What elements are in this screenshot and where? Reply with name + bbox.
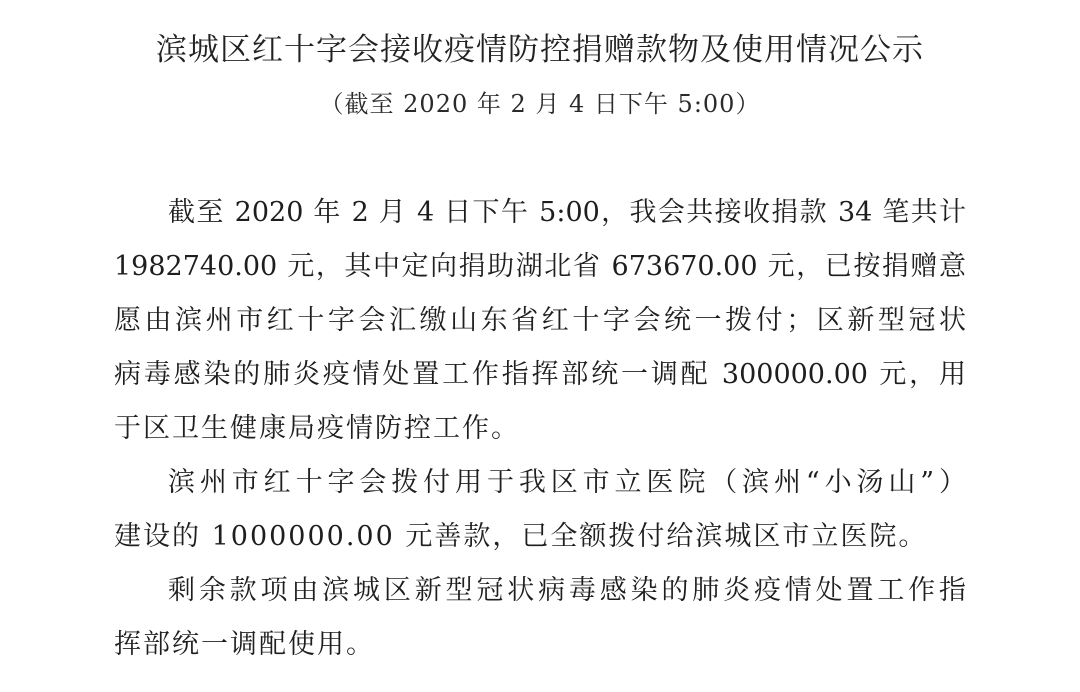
paragraph-1-line-5: 于区卫生健康局疫情防控工作。 [114, 413, 520, 444]
document-body [114, 186, 966, 672]
paragraph-3-line-1: 剩余款项由滨城区新型冠状病毒感染的肺炎疫情处置工作指 [168, 575, 966, 606]
paragraph-1-line-2: 1982740.00 元，其中定向捐助湖北省 673670.00 元，已按捐赠意 [114, 251, 966, 282]
paragraph-1-line-3: 愿由滨州市红十字会汇缴山东省红十字会统一拨付；区新型冠状 [114, 305, 966, 336]
document-title: 滨城区红十字会接收疫情防控捐赠款物及使用情况公示 [156, 32, 924, 68]
paragraph-3-line-2: 挥部统一调配使用。 [114, 629, 375, 660]
paragraph-2-line-1: 滨州市红十字会拨付用于我区市立医院（滨州“小汤山”） [168, 467, 966, 498]
paragraph-2-line-2: 建设的 1000000.00 元善款，已全额拨付给滨城区市立医院。 [114, 521, 928, 552]
document-subtitle-date: （截至 2020 年 2 月 4 日下午 5:00） [319, 90, 761, 118]
paragraph-1-line-4: 病毒感染的肺炎疫情处置工作指挥部统一调配 300000.00 元，用 [114, 359, 966, 390]
paragraph-1-line-1: 截至 2020 年 2 月 4 日下午 5:00，我会共接收捐款 34 笔共计 [168, 197, 966, 228]
